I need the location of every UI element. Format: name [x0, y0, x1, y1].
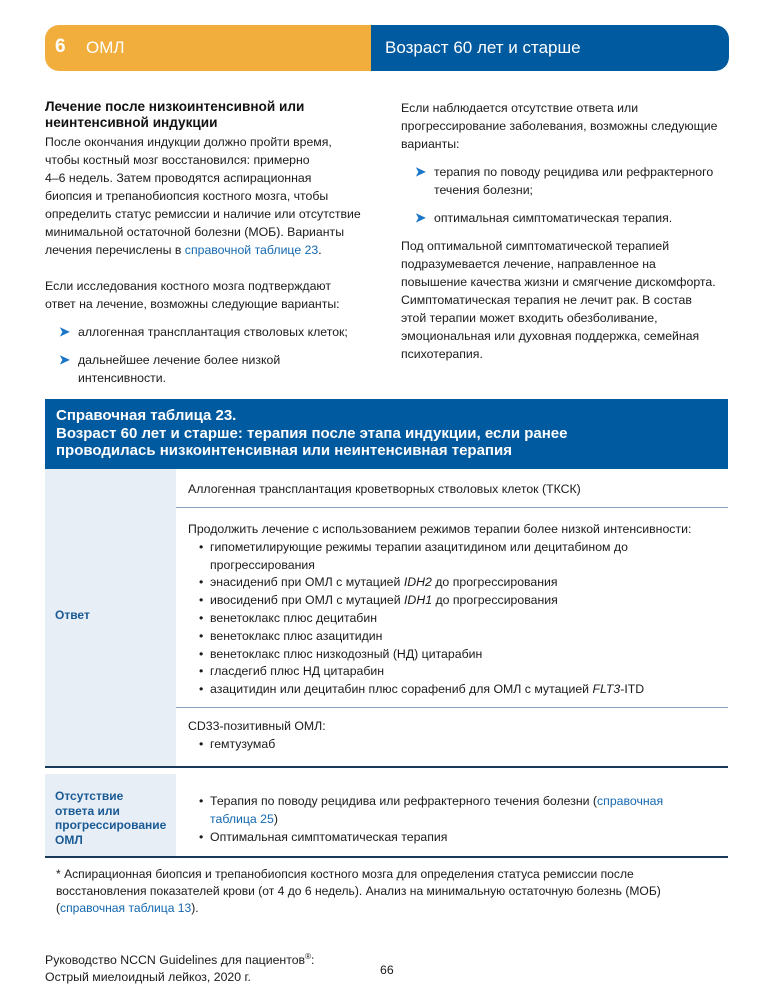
- intro-paragraph: После окончания индукции должно пройти время, чтобы костный мозг восстановился: примерно 4–6 недель. Затем проводятся аспирационная биопсия и трепанобиопсия костного мозга, чтобы определить статус ремиссии и наличие или отсутствие минимальной остаточной болезни (МОБ). Варианты лечения перечислены в справочной таблице 23.: [45, 135, 361, 257]
- table-cell: Продолжить лечение с использованием режимов терапии более низкой интенсивности: • гипометилирующие режимы терапии азацитидином или децитабином до прогрессирования • энасидениб при ОМЛ с мутацией IDH2 до прогрессирования • ивосидениб при ОМЛ с мутацией IDH1 до прогрессирования • венетоклакс плюс децитабин • венетоклакс плюс азацитидин • венетоклакс плюс низкодозный (НД) цитарабин • гласдегиб плюс НД цитарабин • азацитидин или децитабин плюс сорафениб для ОМЛ с мутацией FLT3-ITD: [188, 521, 728, 699]
- list-item: • венетоклакс плюс низкодозный (НД) цитарабин: [199, 646, 483, 661]
- chapter-title: ОМЛ: [86, 38, 125, 57]
- row-label: Ответ: [55, 608, 90, 622]
- list-item: • венетоклакс плюс децитабин: [199, 610, 377, 625]
- chevron-right-icon: ➤: [59, 324, 70, 339]
- right-column: [401, 99, 731, 363]
- section-banner: [371, 25, 729, 71]
- ref-table-25-link-cont[interactable]: таблица 25: [210, 811, 274, 826]
- list-item: • гемтузумаб: [199, 736, 276, 751]
- row-content: [176, 469, 728, 766]
- list-item: • гипометилирующие режимы терапии азацитидином или децитабином до: [199, 539, 628, 554]
- supportive-care-paragraph: Под оптимальной симптоматической терапией подразумевается лечение, направленное на повышение качества жизни и смягчение дискомфорта. Симптоматическая терапия не лечит рак. В состав этой терапии может входить обезболивание, эмоциональная или духовная поддержка, семейная психотерапия.: [401, 239, 716, 361]
- list-item: • венетоклакс плюс азацитидин: [199, 628, 383, 643]
- row-content: [176, 774, 728, 856]
- ref-table-23-link[interactable]: справочной таблице 23: [184, 243, 319, 257]
- row-label-cell: [45, 774, 176, 856]
- no-response-paragraph: Если наблюдается отсутствие ответа или прогрессирование заболевания, возможны следующие варианты:: [401, 101, 718, 151]
- list-item: • энасидениб при ОМЛ с мутацией IDH2 до прогрессирования: [199, 575, 558, 590]
- page-number: 66: [380, 963, 394, 977]
- section-subtitle: Возраст 60 лет и старше: [385, 38, 581, 57]
- table-footnote: * Аспирационная биопсия и трепанобиопсия костного мозга для определения статуса ремиссии после восстановления показателей крови (от 4 до 6 недель). Анализ на минимальную остаточную болезнь (МОБ) (справочная таблица 13).: [56, 867, 661, 915]
- ref-table-25-link[interactable]: справочная: [597, 794, 664, 808]
- section-heading: Лечение после низкоинтенсивной или неинтенсивной индукции: [45, 99, 305, 130]
- chevron-right-icon: ➤: [59, 352, 70, 367]
- reference-table-title: Справочная таблица 23. Возраст 60 лет и старше: терапия после этапа индукции, если ранее проводилась низкоинтенсивная или неинтенсивная терапия: [45, 399, 728, 469]
- ref-table-13-link[interactable]: справочная таблица 13: [60, 901, 192, 915]
- list-item: • Терапия по поводу рецидива или рефрактерного течения болезни (справочная таблица 25): [199, 794, 664, 826]
- page-header: [45, 25, 729, 71]
- chevron-right-icon: ➤: [415, 210, 426, 225]
- cell-divider: [176, 707, 728, 708]
- list-item: • гласдегиб плюс НД цитарабин: [199, 664, 385, 679]
- list-item: ➤ аллогенная трансплантация стволовых клеток;: [59, 324, 348, 339]
- list-item: • азацитидин или децитабин плюс сорафениб для ОМЛ с мутацией FLT3-ITD: [199, 682, 645, 697]
- table-row: [45, 469, 728, 766]
- row-divider: [45, 766, 728, 768]
- chapter-tab: [45, 25, 375, 71]
- response-options-list: [45, 323, 375, 387]
- list-item: • ивосидениб при ОМЛ с мутацией IDH1 до прогрессирования: [199, 593, 558, 608]
- cell-divider: [176, 507, 728, 508]
- list-item: • Оптимальная симптоматическая терапия: [199, 829, 448, 844]
- no-response-options-list: [401, 163, 731, 227]
- table-cell: Аллогенная трансплантация кроветворных стволовых клеток (ТКСК): [188, 482, 581, 496]
- row-label-cell: [45, 469, 176, 766]
- regimen-list: [188, 539, 728, 699]
- chapter-number: 6: [55, 36, 66, 57]
- response-paragraph: Если исследования костного мозга подтверждают ответ на лечение, возможны следующие варианты:: [45, 279, 340, 311]
- chevron-right-icon: ➤: [415, 164, 426, 179]
- table-cell: CD33-позитивный ОМЛ: • гемтузумаб: [188, 718, 728, 754]
- row-label: Отсутствие ответа или прогрессирование ОМЛ: [55, 789, 167, 847]
- list-item: прогрессирования: [210, 557, 315, 572]
- row-divider: [45, 856, 728, 858]
- list-item: ➤ дальнейшее лечение более низкой интенсивности.: [59, 352, 281, 385]
- list-item: ➤ оптимальная симптоматическая терапия.: [415, 210, 673, 225]
- list-item: ➤ терапия по поводу рецидива или рефрактерного течения болезни;: [415, 164, 714, 197]
- page-footer: Руководство NCCN Guidelines для пациентов®: Острый миелоидный лейкоз, 2020 г.: [45, 952, 315, 985]
- table-cell: [188, 793, 728, 846]
- table-row: [45, 774, 728, 856]
- left-column: [45, 99, 375, 397]
